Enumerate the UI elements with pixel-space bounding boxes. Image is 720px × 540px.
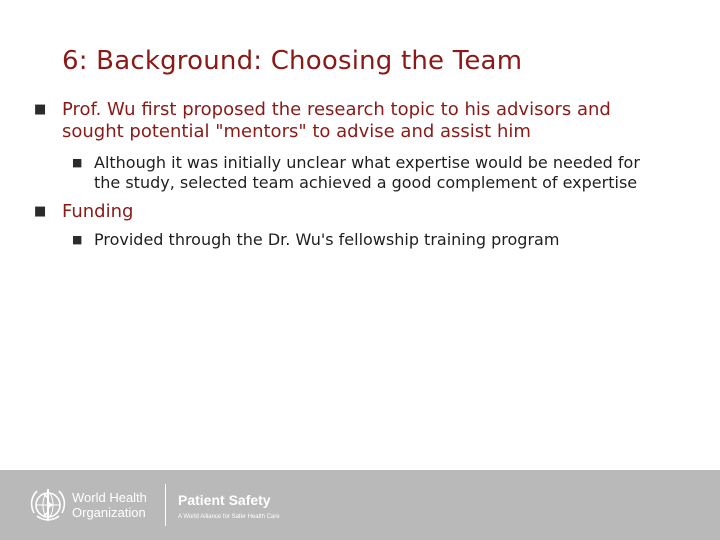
subbullet-line: Provided through the Dr. Wu's fellowship training program [94,230,560,249]
slide-title: 6: Background: Choosing the Team [62,46,523,76]
program-subtitle: A World Alliance for Safer Health Care [178,514,280,520]
bullet-line: Prof. Wu first proposed the research topic to his advisors and [62,99,611,120]
org-name-line: World Health [72,490,147,505]
program-title: Patient Safety [178,492,271,508]
footer-bar [0,470,720,540]
square-bullet-icon: ■ [34,102,47,117]
subbullet-item [72,153,640,193]
square-bullet-icon: ■ [34,204,47,219]
bullet-item [34,201,134,223]
square-bullet-icon: ■ [72,156,83,169]
org-name-line: Organization [72,505,146,520]
footer-divider [165,484,166,526]
subbullet-line: the study, selected team achieved a good complement of expertise [94,173,638,192]
subbullet-item [72,230,560,250]
bullet-line: sought potential "mentors" to advise and assist him [62,121,531,142]
bullet-line: Funding [62,201,134,222]
square-bullet-icon: ■ [72,233,83,246]
subbullet-line: Although it was initially unclear what expertise would be needed for [94,153,640,172]
who-emblem-icon [28,485,68,525]
bullet-item [34,99,611,143]
who-logo-text [72,490,147,520]
